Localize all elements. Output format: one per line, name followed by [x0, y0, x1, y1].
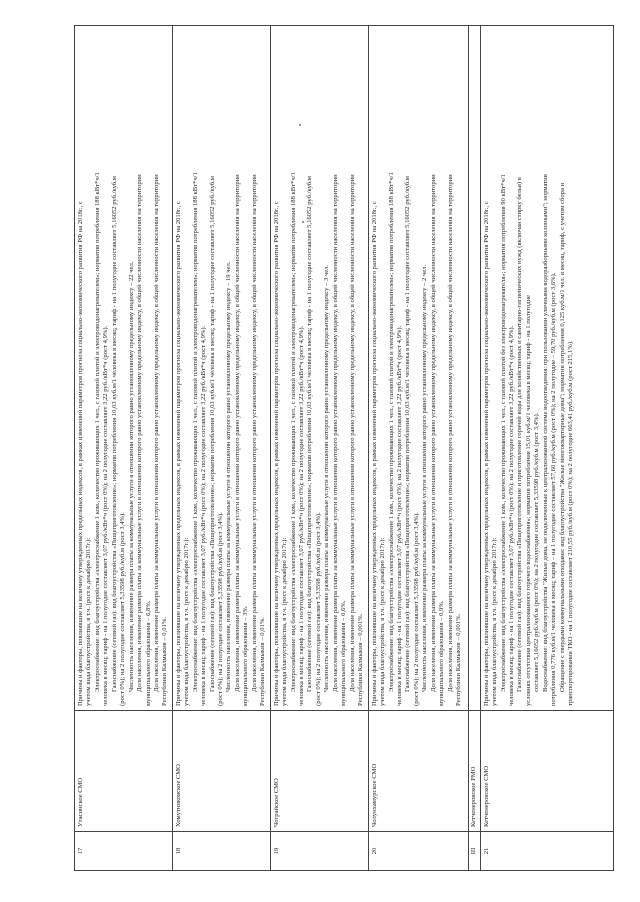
- description-line: Доля населения, изменение размера платы за коммунальные услуги в отношении которого равно установленному предельному индексу, в общей численности населения на территории: [446, 174, 454, 692]
- factors-description: [368, 26, 468, 711]
- municipality-name: Чограйское СМО: [270, 711, 368, 832]
- description-line: Республики Калмыкия – 0,001%.: [455, 613, 462, 706]
- description-line: человека в месяц; тариф - на 1 полугодие составляет 3,07 руб./кВт*ч (рост 0%); на 2 полугодие составляет 3,22 руб./кВт*ч (рост 4,9%).: [102, 325, 110, 706]
- municipality-name: Кетченеровское РМО: [468, 711, 480, 832]
- description-line: Электроснабжение: вид благоустройства «электроснабжение 1 ком., количество проживающих 1 чел., с газовой плитой и электроводонагревателем»; норматив потребления 188 кВт*ч/1: [387, 172, 395, 692]
- description-line: Электроснабжение: вид благоустройства «электроснабжение 1 ком., количество проживающих 1 чел., с газовой плитой и электроводонагревателем»; норматив потребления 188 кВт*ч/1: [191, 172, 199, 692]
- description-line: Доля населения, изменение размера платы за коммунальные услуги в отношении которого равно установленному предельному индексу, в общей численности населения на территории: [429, 174, 437, 692]
- description-line: Доля населения, изменение размера платы за коммунальные услуги в отношении которого равно установленному предельному индексу, в общей численности населения на территории: [152, 174, 160, 692]
- description-line: (рост 0%); на 2 полугодие составляет 5,33598 руб./куб.м (рост 3,4%).: [217, 512, 224, 706]
- row-number: 17: [75, 832, 173, 871]
- municipality-name: Хомутниковское СМО: [172, 711, 270, 832]
- description-line: человека в месяц; тариф - на 1 полугодие составляет 3,07 руб./кВт*ч (рост 0%); на 2 полугодие составляет 3,22 руб./кВт*ч (рост 4,9%).: [395, 325, 403, 706]
- description-line: человека в месяц; тариф - на 1 полугодие составляет 3,07 руб./кВт*ч (рост 0%); на 2 полугодие составляет 3,22 руб./кВт*ч (рост 4,9%).: [507, 325, 515, 706]
- description-line: Республики Калмыкия – 0,01%.: [259, 617, 267, 706]
- description-line: (рост 0%); на 2 полугодие составляет 5,33598 руб./куб.м (рост 3,4%).: [412, 512, 420, 706]
- row-number: III: [468, 832, 480, 871]
- description-line: Электроснабжение: вид благоустройства «электроснабжение 1 ком., количество проживающих 1 чел., с газовой плитой и электроводонагревателем»; норматив потребления 188 кВт*ч/1: [289, 172, 297, 692]
- description-line: муниципального образования – 0,6%.: [340, 600, 348, 706]
- factors-description: [480, 26, 613, 711]
- description-line: транспортирования ТКО - на 1 полугодие составляет 210,55 руб./куб.м (рост 0%); на 2 полугодие 663,41 руб./куб.м (рост 215,1%).: [567, 340, 574, 706]
- row-number: 19: [270, 832, 368, 871]
- table-row: [270, 26, 368, 871]
- description-line: Причины и факторы, повлиявшие на величину утвержденных предельных индексов, в рамках изменений параметров прогноза социально-экономического развития РФ на 2018г., с: [77, 201, 84, 706]
- description-line: Доля населения, изменение размера платы за коммунальные услуги в отношении которого равно установленному предельному индексу, в общей численности населения на территории: [250, 174, 258, 692]
- description-line: Газоснабжение (сетевой газ): вид благоустройства «Пищеприготовление»; норматив потребления 10,03 куб.м/1 человека в месяц; тариф - на 1 полугодие составляет 5,16052 руб./куб.м: [404, 176, 412, 692]
- description-line: Водоснабжение: вид благоустройства "Жилые дома, не подключенные к централизованной системе водоотведения: при пользовании уличными водоразборными колонками"; норматив: [541, 174, 549, 692]
- municipality-name: Утасинское СМО: [75, 711, 173, 832]
- description-line: Обращение с твердыми коммунальными отходами: вид благоустройства "Жилые многоквартирные дома"; норматив потребления 0,125 куб.м/1 чел. в месяц, тариф, с учетом сбора и: [558, 182, 566, 692]
- description-line: Республики Калмыкия – 0,01%.: [161, 617, 169, 706]
- description-line: Причины и факторы, повлиявшие на величину утвержденных предельных индексов, в рамках изменений параметров прогноза социально-экономического развития РФ на 2018г., с: [370, 201, 378, 706]
- description-line: учетом вида благоустройства, в т.ч. (рост к декабрю 2017г.):: [85, 537, 93, 706]
- description-line: Причины и факторы, повлиявшие на величину утвержденных предельных индексов, в рамках изменений параметров прогноза социально-экономического развития РФ на 2018г., с: [272, 201, 280, 706]
- description-line: учетом вида благоустройства, в т.ч. (рост к декабрю 2017г.):: [281, 537, 289, 706]
- description-line: учетом вида благоустройства, в т.ч. (рост к декабрю 2017г.):: [183, 537, 191, 706]
- description-line: учетом вида благоустройства, в т.ч. (рост к декабрю 2017г.):: [379, 537, 387, 706]
- table-row: [172, 26, 270, 871]
- description-line: условиях отсутствия централизованного горячего водоснабжения»; норматив потребления 15,01 куб.м/1 человека в месяц; тариф - на 1 полугодие: [524, 295, 532, 706]
- municipality-name: Кетченеровское СМО: [480, 711, 613, 832]
- description-line: Численность населения, изменение размера платы за коммунальные услуги в отношении которого равно установленному предельному индексу – 3 чел.: [323, 264, 331, 692]
- description-line: Электроснабжение: вид благоустройства «электроснабжение 1 ком., количество проживающих 1 чел., с газовой плитой без электроводонагревателя»; норматив потребления 90 кВт*ч/1: [499, 174, 507, 692]
- description-line: муниципального образования – 6,8%.: [144, 600, 152, 706]
- description-line: Численность населения, изменение размера платы за коммунальные услуги в отношении которого равно установленному предельному индексу – 19 чел.: [225, 261, 233, 692]
- table-row: [75, 26, 173, 871]
- description-line: Доля населения, изменение размера платы за коммунальные услуги в отношении которого равно установленному предельному индексу, в общей численности населения на территории: [348, 174, 356, 692]
- factors-description: [468, 26, 480, 711]
- description-line: муниципального образования – 0,9%.: [438, 600, 446, 706]
- description-line: муниципального образования – 3%.: [242, 605, 250, 706]
- description-line: Численность населения, изменение размера платы за коммунальные услуги в отношении которого равно установленному предельному индексу – 2 чел.: [421, 264, 429, 692]
- factors-description: [270, 26, 368, 711]
- factors-description: [172, 26, 270, 711]
- rotated-table-container: [74, 25, 602, 871]
- description-line: (рост 0%); на 2 полугодие составляет 5,33598 руб./куб.м (рост 3,4%).: [314, 512, 322, 706]
- description-line: Электроснабжение: вид благоустройства «электроснабжение 1 ком., количество проживающих 1 чел., с газовой плитой и электроводонагревателем»; норматив потребления 188 кВт*ч/1: [93, 172, 101, 692]
- description-line: (рост 0%); на 2 полугодие составляет 5,33598 руб./куб.м (рост 3,4%).: [119, 512, 127, 706]
- description-line: учетом вида благоустройства, в т.ч. (рост к декабрю 2017г.):: [491, 537, 499, 706]
- description-line: человека в месяц; тариф - на 1 полугодие составляет 3,07 руб./кВт*ч (рост 0%); на 2 полугодие составляет 3,22 руб./кВт*ч (рост 4,9%).: [297, 325, 305, 706]
- description-line: Доля населения, изменение размера платы за коммунальные услуги в отношении которого равно установленному предельному индексу, в общей численности населения на территории: [136, 174, 144, 692]
- description-line: Газоснабжение (сетевой газ): вид благоустройства «Пищеприготовление»; норматив потребления 10,03 куб.м/1 человека в месяц; тариф - на 1 полугодие составляет 5,16052 руб./куб.м: [306, 176, 314, 692]
- description-line: Газоснабжение (сетевой газ): вид благоустройства «Пищеприготовление»; норматив потребления 10,03 куб.м/1 человека в месяц; тариф - на 1 полугодие составляет 5,16052 руб./куб.м: [208, 176, 216, 692]
- description-line: Республики Калмыкия – 0,001%.: [357, 613, 364, 706]
- description-line: Причины и факторы, повлиявшие на величину утвержденных предельных индексов, в рамках изменений параметров прогноза социально-экономического развития РФ на 2018г., с: [482, 201, 490, 706]
- description-line: человека в месяц; тариф - на 1 полугодие составляет 3,07 руб./кВт*ч (рост 0%); на 2 полугодие составляет 3,22 руб./кВт*ч (рост 4,9%).: [200, 325, 208, 706]
- description-line: Численность населения, изменение размера платы за коммунальные услуги в отношении которого равно установленному предельному индексу – 22 чел.: [127, 261, 135, 692]
- table-row: [368, 26, 468, 871]
- municipality-name: Чолунхамурское СМО: [368, 711, 468, 832]
- row-number: 18: [172, 832, 270, 871]
- description-line: потребления 0,776 куб.м/1 человека в месяц; тариф – на 1 полугодие составляет 57,60 руб./куб.м (рост 0%); на 2 полугодие – 59,70 руб./куб.м (рост 3,6%).: [550, 272, 558, 706]
- tariff-table: [74, 25, 614, 871]
- table-row: [480, 26, 613, 871]
- description-line: Доля населения, изменение размера платы за коммунальные услуги в отношении которого равно установленному предельному индексу, в общей численности населения на территории: [331, 174, 339, 692]
- row-number: 20: [368, 832, 468, 871]
- row-number: 21: [480, 832, 613, 871]
- description-line: Газоснабжение (сетевой газ): вид благоустройства «Пищеприготовление и приготовление горячей воды для хозяйственных и санитарно-гигиенических нужд (включая стирку белья) в: [516, 177, 524, 692]
- table-row: [468, 26, 480, 871]
- description-line: Доля населения, изменение размера платы за коммунальные услуги в отношении которого равно установленному предельному индексу, в общей численности населения на территории: [233, 174, 241, 692]
- factors-description: [75, 26, 173, 711]
- description-line: составляет 5,16052 руб./куб.м (рост 0%); на 2 полугодие составляет 5,33598 руб./куб.м (рост 3,4%).: [533, 412, 541, 692]
- description-line: Причины и факторы, повлиявшие на величину утвержденных предельных индексов, в рамках изменений параметров прогноза социально-экономического развития РФ на 2018г., с: [174, 201, 182, 706]
- description-line: Газоснабжение (сетевой газ): вид благоустройства «Пищеприготовление»; норматив потребления 10,03 куб.м/1 человека в месяц; тариф - на 1 полугодие составляет 5,16052 руб./куб.м: [110, 176, 118, 692]
